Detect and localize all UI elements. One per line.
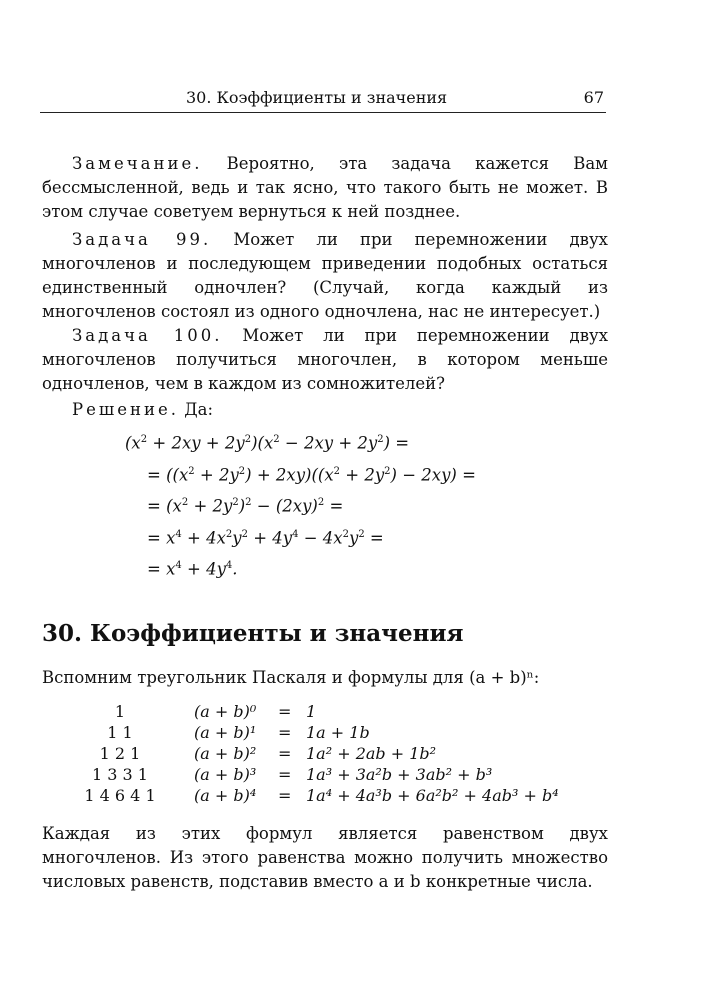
section-outro: Каждая из этих формул является равенством двух многочленов. Из этого равенства можно получить множество числовых равенств, подставив вместо a и b конкретные числа. <box>42 824 608 891</box>
equals-sign: = <box>278 702 292 721</box>
problem-99-text: Может ли при перемножении двух многочленов и последующем приведении подобных остаться единственный одночлен? (Случай, когда каждый из многочленов состоял из одного одночлена, нас не интересует.) <box>42 230 608 321</box>
binomial-power: (a + b)¹ <box>194 723 257 742</box>
section-heading: 30. Коэффициенты и значения <box>42 620 464 647</box>
problem-100-label: Задача 100. <box>72 326 223 345</box>
problem-99-paragraph <box>42 228 608 324</box>
pascal-triangle-row: 1 4 6 4 1 <box>84 786 156 805</box>
equals-sign: = <box>278 786 292 805</box>
header-title: 30. Коэффициенты и значения <box>186 88 448 107</box>
binomial-expansion: 1 <box>306 702 317 721</box>
equals-sign: = <box>278 723 292 742</box>
problem-99-label: Задача 99. <box>72 230 212 249</box>
section-intro: Вспомним треугольник Паскаля и формулы для (a + b)ⁿ: <box>42 668 540 687</box>
pascal-table <box>50 702 590 807</box>
pascal-row <box>50 723 590 744</box>
remark-paragraph <box>42 152 608 224</box>
binomial-expansion: 1a² + 2ab + 1b² <box>306 744 437 763</box>
binomial-power: (a + b)⁰ <box>194 702 257 721</box>
equation-line-2: = $((x^2 + 2y^2) + 2xy)((x^2 + 2y^2) - 2xy)$ = <box>147 465 476 484</box>
problem-100-paragraph <box>42 324 608 396</box>
binomial-expansion: 1a + 1b <box>306 723 370 742</box>
equation-line-5: = $x^4 + 4y^4$. <box>147 559 238 579</box>
running-header <box>40 86 606 113</box>
pascal-row <box>50 786 590 807</box>
remark-label: Замечание. <box>72 154 203 173</box>
pascal-triangle-row: 1 1 <box>107 723 133 742</box>
remark-text: Вероятно, эта задача кажется Вам бессмысленной, ведь и так ясно, что такого быть не может. В этом случае советуем вернуться к ней позднее. <box>42 154 608 221</box>
pascal-triangle-row: 1 3 3 1 <box>92 765 148 784</box>
equation-line-4: = $x^4 + 4x^2y^2 + 4y^4 - 4x^2y^2$ = <box>147 528 384 547</box>
solution-equations <box>125 426 476 584</box>
solution-answer: Да: <box>184 400 214 419</box>
pascal-row <box>50 765 590 786</box>
binomial-power: (a + b)² <box>194 744 257 763</box>
binomial-expansion: 1a³ + 3a²b + 3ab² + b³ <box>306 765 493 784</box>
equation-line-1: $(x^2 + 2xy + 2y^2)(x^2 - 2xy + 2y^2)$ = <box>125 433 410 453</box>
problem-100-text: Может ли при перемножении двух многочленов получиться многочлен, в котором меньше одночленов, чем в каждом из сомножителей? <box>42 326 609 393</box>
pascal-row <box>50 744 590 765</box>
equation-line-3: = $(x^2 + 2y^2)^2 - (2xy)^2$ = <box>147 496 344 516</box>
binomial-power: (a + b)⁴ <box>194 786 257 805</box>
solution-paragraph <box>42 398 608 422</box>
page-number: 67 <box>583 88 604 107</box>
pascal-row <box>50 702 590 723</box>
equals-sign: = <box>278 765 292 784</box>
solution-label: Решение. <box>72 400 179 419</box>
pascal-triangle-row: 1 <box>114 702 126 721</box>
equals-sign: = <box>278 744 292 763</box>
binomial-expansion: 1a⁴ + 4a³b + 6a²b² + 4ab³ + b⁴ <box>306 786 559 805</box>
pascal-triangle-row: 1 2 1 <box>99 744 141 763</box>
binomial-power: (a + b)³ <box>194 765 257 784</box>
